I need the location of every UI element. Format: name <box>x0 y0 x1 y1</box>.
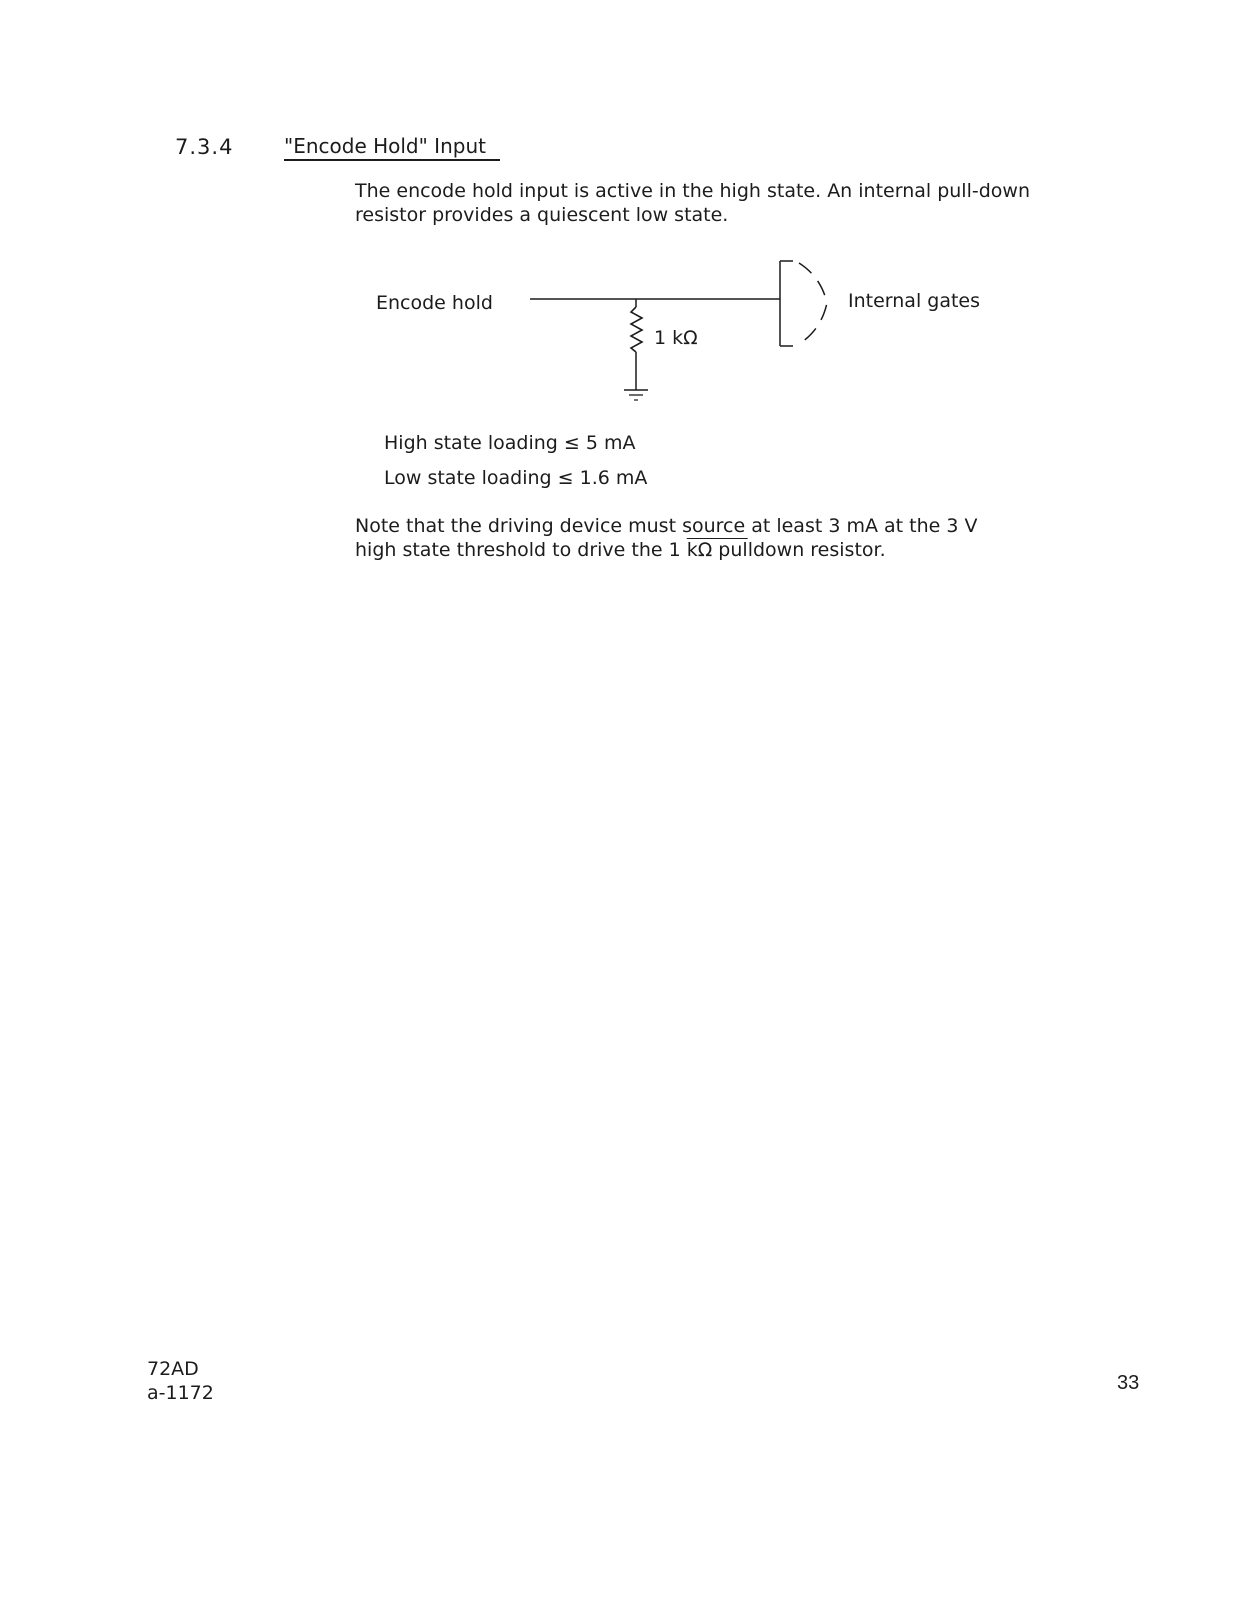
note-line-1: Note that the driving device must source at least 3 mA at the 3 V <box>355 515 978 537</box>
page-number: 33 <box>1117 1372 1140 1394</box>
note-line-2 <box>355 538 1115 562</box>
resistor-symbol <box>631 307 642 352</box>
note-line-2-end: ldown resistor. <box>747 539 886 561</box>
gate-icon <box>780 261 827 346</box>
high-state-loading: High state loading ≤ 5 mA <box>384 432 636 454</box>
footer-doc-code: 72AD <box>147 1358 199 1380</box>
note-line-2-overlined: kΩ pul <box>686 539 748 561</box>
output-label: Internal gates <box>848 290 981 312</box>
low-state-loading: Low state loading ≤ 1.6 mA <box>384 467 648 489</box>
section-title: "Encode Hold" Input <box>284 134 500 161</box>
note-paragraph <box>355 514 1115 562</box>
section-number: 7.3.4 <box>175 135 234 159</box>
intro-paragraph <box>355 179 1115 227</box>
input-label: Encode hold <box>376 292 493 314</box>
resistor-label: 1 kΩ <box>654 327 698 349</box>
footer-doc-number: a-1172 <box>147 1382 214 1404</box>
note-line-2-start: high state threshold to drive the 1 <box>355 539 687 561</box>
intro-line-2: resistor provides a quiescent low state. <box>355 204 729 226</box>
encode-hold-circuit-diagram <box>355 250 1055 420</box>
footer-doc-id <box>147 1357 214 1405</box>
ground-icon <box>624 390 648 400</box>
intro-line-1: The encode hold input is active in the high state. An internal pull-down <box>355 180 1030 202</box>
